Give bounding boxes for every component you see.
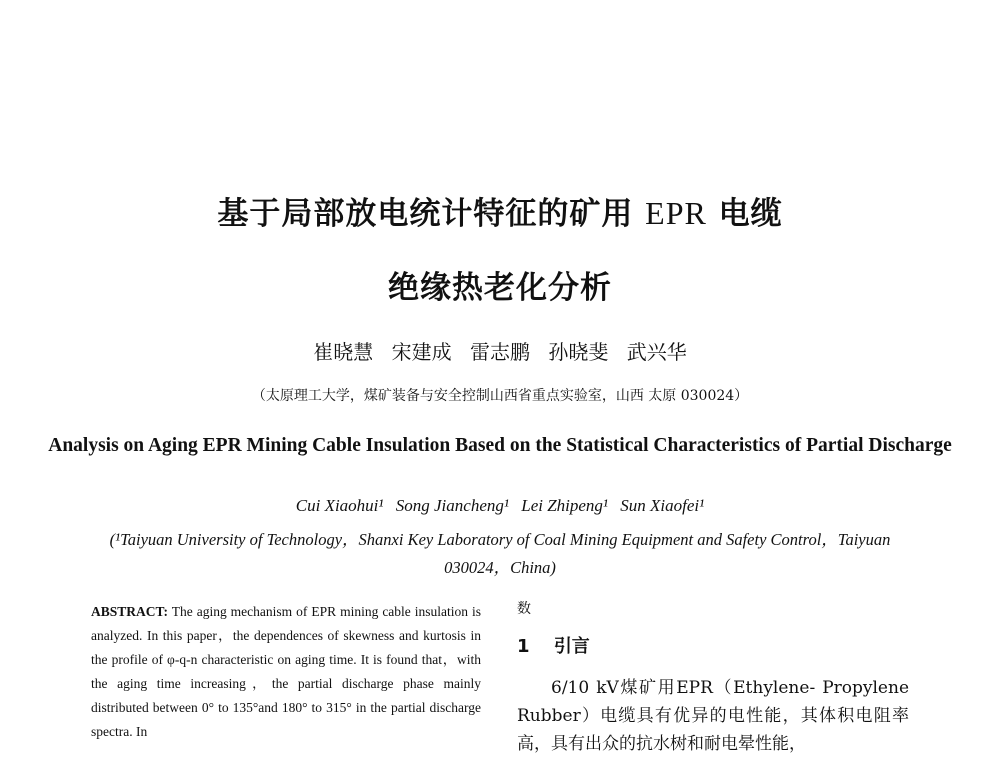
intro-paragraph: 6/10 kV煤矿用EPR（Ethylene- Propylene Rubber）电缆具有优异的电性能，其体积电阻率高，具有出众的抗水树和耐电晕性能，: [517, 678, 909, 754]
author-en: Lei Zhipeng¹: [521, 496, 609, 515]
section-number: 1: [517, 636, 530, 657]
author-cn: 雷志鹏: [470, 340, 530, 364]
authors-cn: [0, 336, 1000, 365]
author-en: Song Jiancheng¹: [395, 496, 509, 515]
author-cn: 孙晓斐: [548, 340, 609, 364]
title-cn-line1-tail: 电缆: [718, 196, 783, 232]
title-cn-line1-text: 基于局部放电统计特征的矿用: [217, 196, 634, 232]
section-heading: [517, 632, 909, 658]
abstract-text: The aging mechanism of EPR mining cable insulation is analyzed. In this paper，the dependences of skewness and kurtosis in the profile of φ-q-n characteristic on aging time. It is found that，with the aging time increasing，the partial discharge phase mainly distributed between 0° to 135°and 180° to 315° in the partial discharge spectra. In: [91, 604, 481, 739]
author-en: Sun Xiaofei¹: [620, 496, 705, 515]
title-cn-line1-latin: EPR: [645, 195, 707, 231]
author-cn: 宋建成: [391, 340, 452, 364]
abstract: [91, 600, 481, 744]
author-cn: 崔晓慧: [313, 340, 374, 364]
authors-en: [0, 496, 1000, 516]
affiliation-cn: （太原理工大学，煤矿装备与安全控制山西省重点实验室，山西 太原 030024）: [251, 388, 749, 404]
title-cn-line1: [0, 188, 1000, 233]
title-en: Analysis on Aging EPR Mining Cable Insulation Based on the Statistical Characteristics of Partial Discharge: [48, 435, 952, 456]
author-cn: 武兴华: [626, 340, 687, 364]
continued-fragment: 数: [517, 601, 531, 617]
affiliation-en: (¹Taiyuan University of Technology，Shanxi Key Laboratory of Coal Mining Equipment and Safety Control，Taiyuan 030024，China): [109, 530, 891, 577]
title-cn-line2: 绝缘热老化分析: [388, 270, 612, 306]
right-column: [517, 598, 909, 758]
author-en: Cui Xiaohui¹: [295, 496, 384, 515]
section-title: 引言: [553, 636, 590, 657]
abstract-label: ABSTRACT:: [91, 604, 169, 619]
